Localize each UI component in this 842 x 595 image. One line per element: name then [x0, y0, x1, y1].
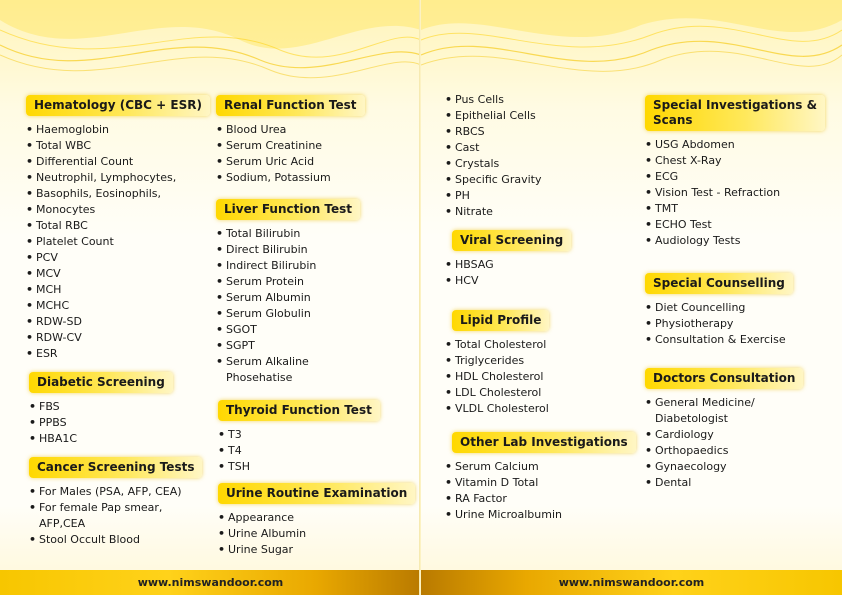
list-item: • USG Abdomen: [645, 137, 825, 153]
list-item: • HDL Cholesterol: [445, 369, 549, 385]
list-item: • ECG: [645, 169, 825, 185]
list-item: • ESR: [26, 346, 210, 362]
list-item: • Nitrate: [445, 204, 542, 220]
special-investigations-list: [645, 137, 825, 249]
list-item-text: General Medicine/: [655, 396, 755, 409]
list-item: • Basophils, Eosinophils,: [26, 186, 210, 202]
list-item: • Platelet Count: [26, 234, 210, 250]
hematology-heading: Hematology (CBC + ESR): [26, 95, 210, 116]
cancer-heading: Cancer Screening Tests: [29, 457, 202, 478]
list-item-text: For female Pap smear,: [39, 501, 163, 514]
list-item: • MCV: [26, 266, 210, 282]
other-lab-heading: Other Lab Investigations: [452, 432, 636, 453]
renal-list: [216, 122, 365, 186]
list-item: • Urine Microalbumin: [445, 507, 636, 523]
list-item: • Appearance: [218, 510, 415, 526]
special-counselling-heading: Special Counselling: [645, 273, 793, 294]
list-item-continuation: AFP,CEA: [39, 517, 86, 530]
list-item-continuation: Diabetologist: [655, 412, 728, 425]
list-item: • Gynaecology: [645, 459, 803, 475]
list-item: • Crystals: [445, 156, 542, 172]
list-item: • Serum Uric Acid: [216, 154, 365, 170]
list-item: • Neutrophil, Lymphocytes,: [26, 170, 210, 186]
list-item: • Dental: [645, 475, 803, 491]
heading-line: Scans: [653, 113, 693, 127]
list-item: • Serum Protein: [216, 274, 360, 290]
renal-heading: Renal Function Test: [216, 95, 365, 116]
list-item: • RDW-CV: [26, 330, 210, 346]
list-item: • Vision Test - Refraction: [645, 185, 825, 201]
liver-list: [216, 226, 360, 386]
list-item: [216, 354, 360, 386]
list-item: • PH: [445, 188, 542, 204]
list-item: • Sodium, Potassium: [216, 170, 365, 186]
list-item: • T4: [218, 443, 380, 459]
hematology-list: [26, 122, 210, 362]
list-item: • FBS: [29, 399, 173, 415]
viral-heading: Viral Screening: [452, 230, 571, 251]
list-item: • VLDL Cholesterol: [445, 401, 549, 417]
list-item: • Stool Occult Blood: [29, 532, 202, 548]
list-item: • Specific Gravity: [445, 172, 542, 188]
list-item: • RA Factor: [445, 491, 636, 507]
urine-list: [218, 510, 415, 558]
list-item: • Monocytes: [26, 202, 210, 218]
other-lab-section: [452, 431, 636, 523]
special-counselling-list: [645, 300, 793, 348]
website-link[interactable]: www.nimswandoor.com: [558, 576, 705, 589]
list-item: • Total WBC: [26, 138, 210, 154]
other-lab-list: [445, 459, 636, 523]
thyroid-section: [218, 399, 380, 475]
list-item: • For Males (PSA, AFP, CEA): [29, 484, 202, 500]
list-item: [29, 500, 202, 532]
list-item: • T3: [218, 427, 380, 443]
list-item: • Serum Globulin: [216, 306, 360, 322]
urine-continued-list: [445, 92, 542, 220]
list-item: • Serum Creatinine: [216, 138, 365, 154]
list-item: • Blood Urea: [216, 122, 365, 138]
list-item-text: Serum Alkaline: [226, 355, 309, 368]
thyroid-list: [218, 427, 380, 475]
viral-list: [445, 257, 571, 289]
list-item: • Cardiology: [645, 427, 803, 443]
cancer-list: [29, 484, 202, 548]
list-item: • MCHC: [26, 298, 210, 314]
footer-bar: [421, 570, 842, 595]
doctors-heading: Doctors Consultation: [645, 368, 803, 389]
diabetic-section: [29, 371, 173, 447]
urine-section: [218, 482, 415, 558]
list-item: • Total Cholesterol: [445, 337, 549, 353]
list-item: • Indirect Bilirubin: [216, 258, 360, 274]
list-item: • PPBS: [29, 415, 173, 431]
list-item: • Physiotherapy: [645, 316, 793, 332]
list-item: • SGOT: [216, 322, 360, 338]
list-item: • Total Bilirubin: [216, 226, 360, 242]
list-item: • Serum Albumin: [216, 290, 360, 306]
list-item: • Diet Councelling: [645, 300, 793, 316]
list-item-continuation: Phosehatise: [226, 371, 293, 384]
website-link[interactable]: www.nimswandoor.com: [137, 576, 284, 589]
list-item: [645, 395, 803, 427]
doctors-list: [645, 395, 803, 491]
list-item: • Serum Calcium: [445, 459, 636, 475]
list-item: • TMT: [645, 201, 825, 217]
list-item: • Differential Count: [26, 154, 210, 170]
list-item: • Haemoglobin: [26, 122, 210, 138]
list-item: • Urine Sugar: [218, 542, 415, 558]
list-item: • Cast: [445, 140, 542, 156]
special-counselling-section: [645, 272, 793, 348]
footer-bar: [0, 570, 421, 595]
renal-section: [216, 94, 365, 186]
list-item: • Triglycerides: [445, 353, 549, 369]
list-item: • HCV: [445, 273, 571, 289]
list-item: • Total RBC: [26, 218, 210, 234]
list-item: • Direct Bilirubin: [216, 242, 360, 258]
liver-heading: Liver Function Test: [216, 199, 360, 220]
list-item: • RBCS: [445, 124, 542, 140]
lipid-section: [452, 309, 549, 417]
hematology-section: [26, 94, 210, 362]
list-item: • SGPT: [216, 338, 360, 354]
list-item: • Audiology Tests: [645, 233, 825, 249]
lipid-heading: Lipid Profile: [452, 310, 549, 331]
list-item: • HBA1C: [29, 431, 173, 447]
list-item: • TSH: [218, 459, 380, 475]
viral-section: [452, 229, 571, 289]
diabetic-list: [29, 399, 173, 447]
list-item: • PCV: [26, 250, 210, 266]
list-item: • Orthopaedics: [645, 443, 803, 459]
special-investigations-heading: [645, 95, 825, 131]
cancer-section: [29, 456, 202, 548]
list-item: • Epithelial Cells: [445, 108, 542, 124]
list-item: • LDL Cholesterol: [445, 385, 549, 401]
list-item: • Pus Cells: [445, 92, 542, 108]
diabetic-heading: Diabetic Screening: [29, 372, 173, 393]
urine-heading: Urine Routine Examination: [218, 483, 415, 504]
right-page: [421, 0, 842, 595]
list-item: • RDW-SD: [26, 314, 210, 330]
list-item: • Consultation & Exercise: [645, 332, 793, 348]
liver-section: [216, 198, 360, 386]
special-investigations-section: [645, 95, 825, 249]
urine-continued-section: [445, 92, 542, 220]
list-item: • ECHO Test: [645, 217, 825, 233]
doctors-section: [645, 367, 803, 491]
list-item: • Chest X-Ray: [645, 153, 825, 169]
lipid-list: [445, 337, 549, 417]
list-item: • HBSAG: [445, 257, 571, 273]
list-item: • Vitamin D Total: [445, 475, 636, 491]
list-item: • Urine Albumin: [218, 526, 415, 542]
thyroid-heading: Thyroid Function Test: [218, 400, 380, 421]
list-item: • MCH: [26, 282, 210, 298]
heading-line: Special Investigations &: [653, 98, 818, 112]
